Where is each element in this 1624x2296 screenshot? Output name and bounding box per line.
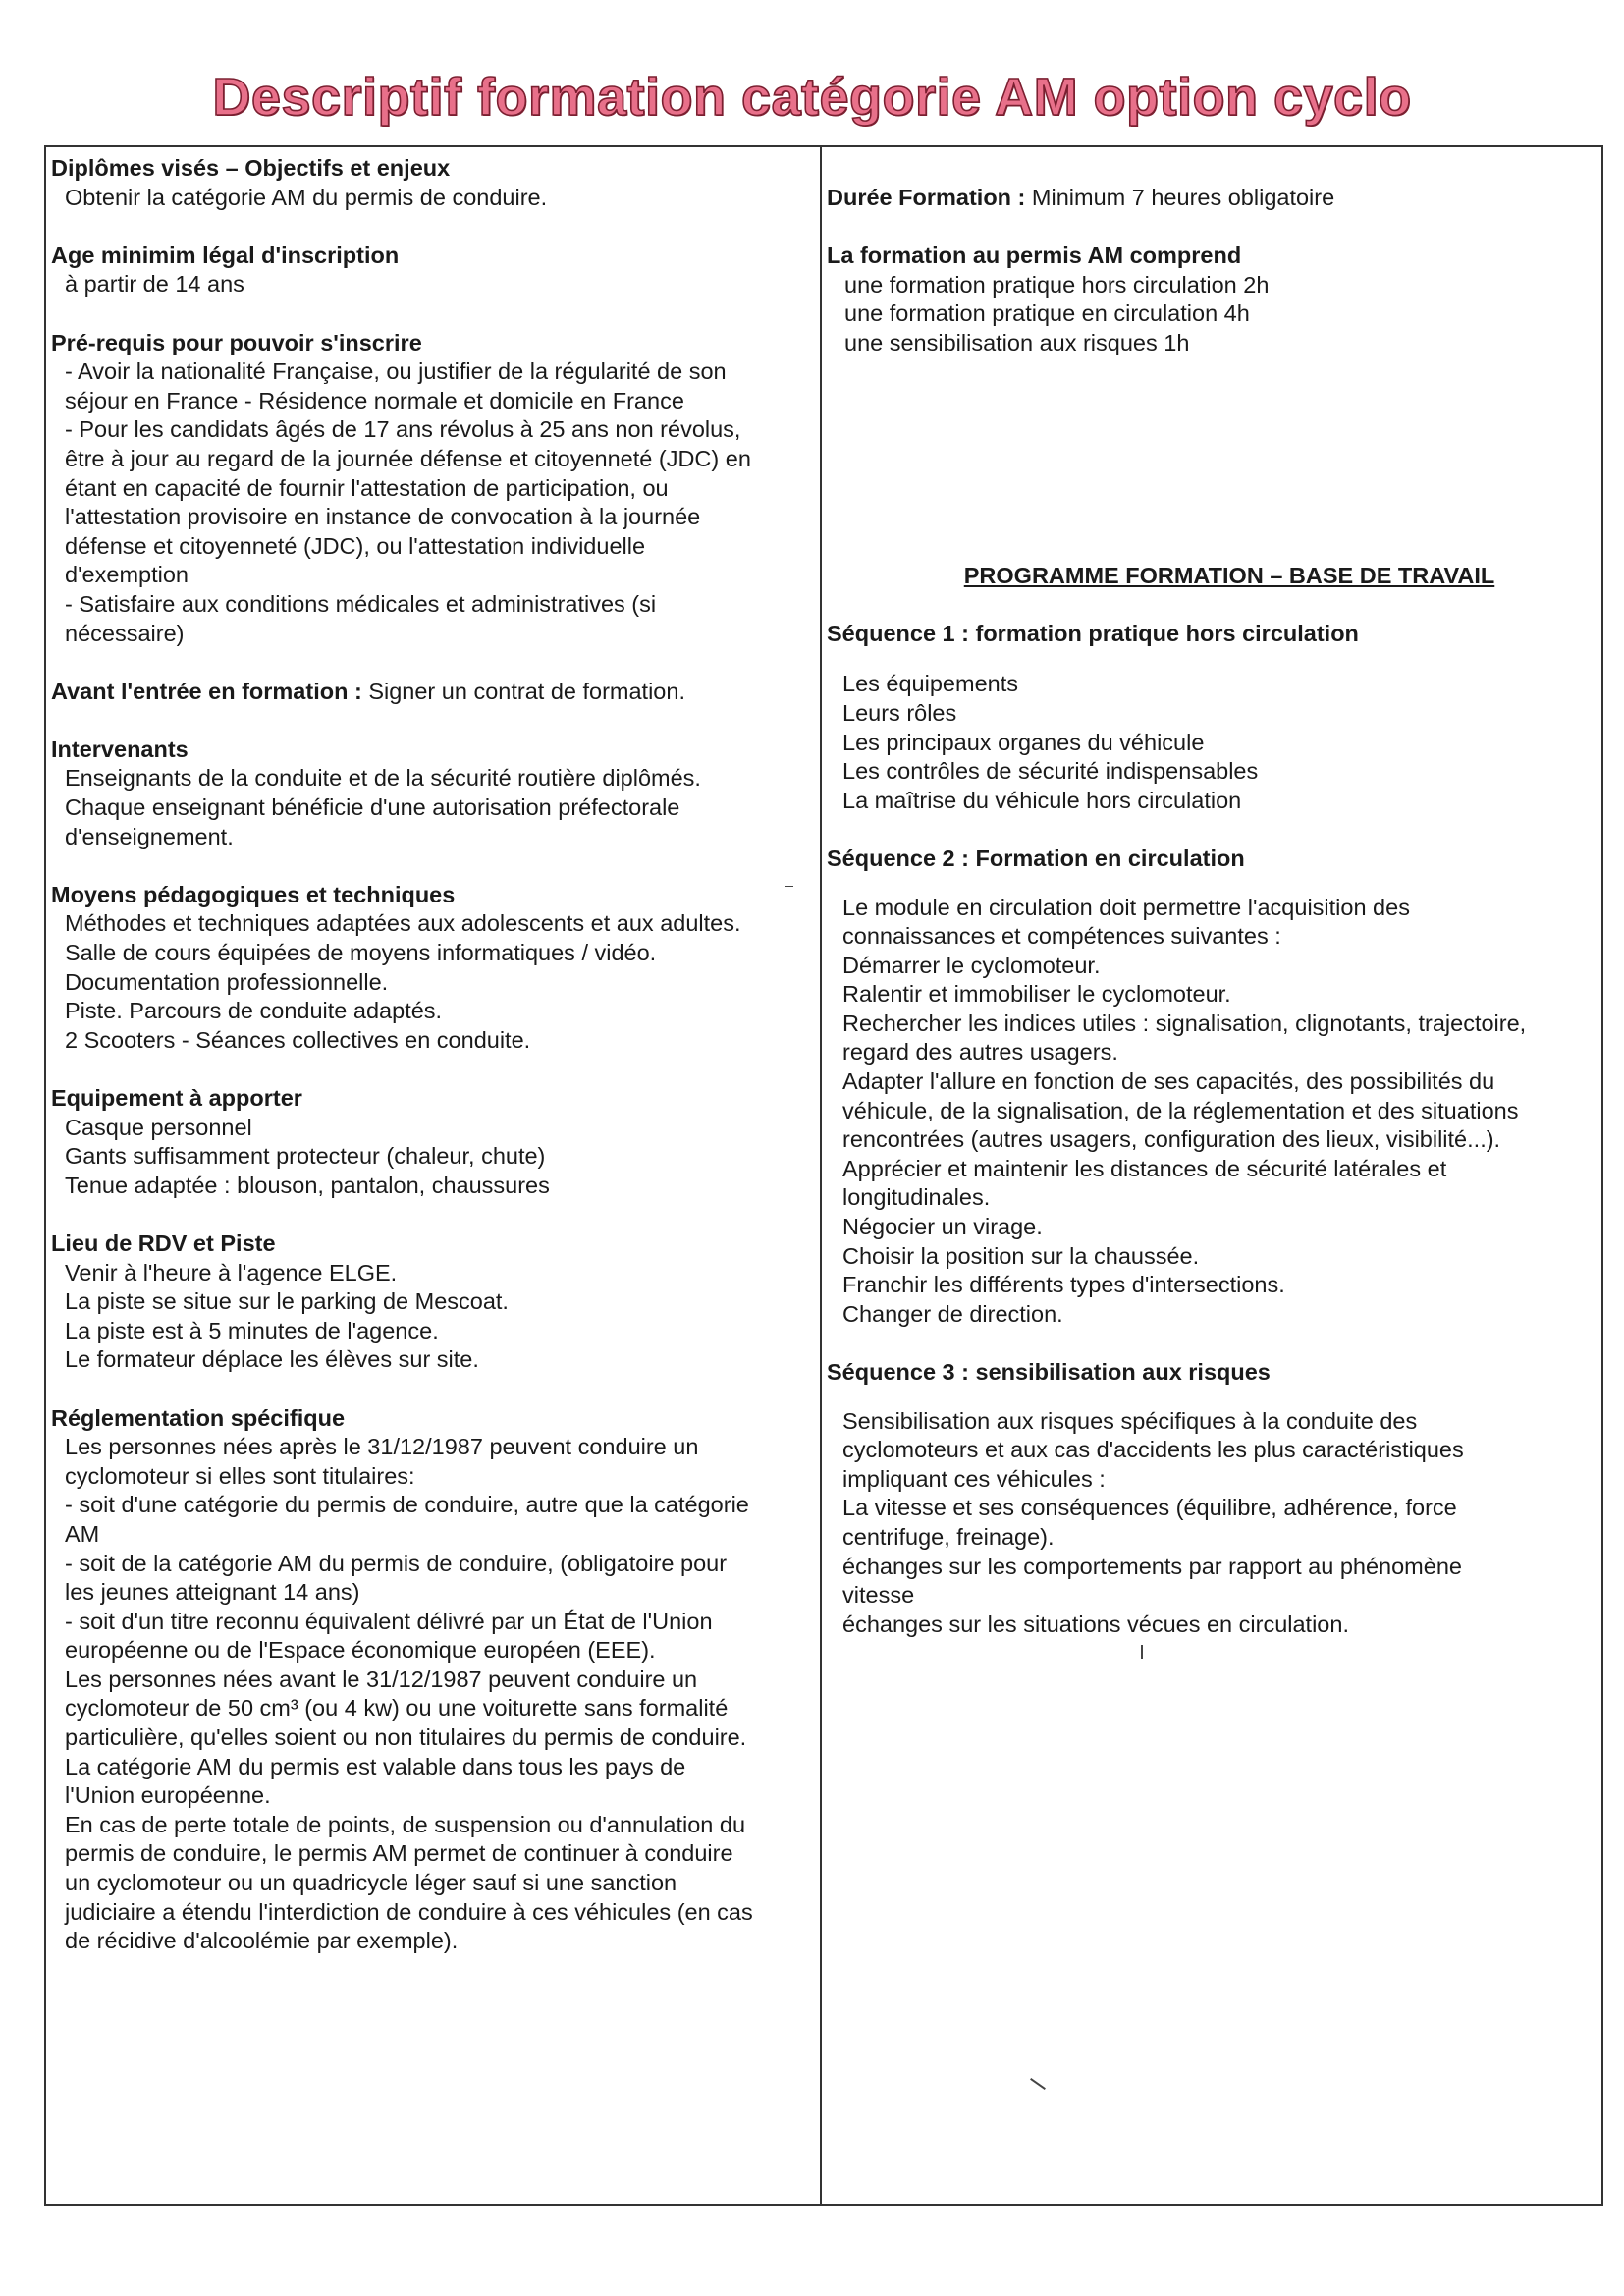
section-duree	[827, 184, 1593, 213]
section-seq1	[827, 620, 1593, 816]
text-line: Les équipements	[842, 671, 1018, 697]
text-line: Négocier un virage.	[842, 1214, 1043, 1240]
text-line: Enseignants de la conduite et de la sécurité routière diplômés.	[65, 765, 701, 792]
section-reglementation	[51, 1404, 817, 1956]
text-line: 2 Scooters - Séances collectives en conduite.	[65, 1026, 531, 1053]
text-line: Les principaux organes du véhicule	[842, 729, 1205, 755]
text-line: Gants suffisamment protecteur (chaleur, chute)	[65, 1143, 546, 1170]
text-line: - Pour les candidats âgés de 17 ans révolus à 25 ans non révolus,	[65, 416, 741, 443]
text-line: rencontrées (autres usagers, configuration des lieux, visibilité...).	[842, 1126, 1501, 1153]
section-prerequis	[51, 329, 817, 649]
text-line: La maîtrise du véhicule hors circulation	[842, 787, 1242, 813]
text-line: La piste est à 5 minutes de l'agence.	[65, 1317, 439, 1343]
duree-label: Durée Formation :	[827, 185, 1026, 210]
text-line: centrifuge, freinage).	[842, 1523, 1055, 1550]
text-line: d'exemption	[65, 562, 189, 588]
avant-formation-line	[51, 678, 817, 707]
section-seq2	[827, 845, 1593, 1330]
text-line: Les personnes nées après le 31/12/1987 peuvent conduire un	[65, 1434, 699, 1460]
text-line: longitudinales.	[842, 1184, 991, 1211]
text-line: Leurs rôles	[842, 699, 957, 726]
text-line: d'enseignement.	[65, 823, 234, 849]
duree-line	[827, 184, 1593, 213]
text-line: l'attestation provisoire en instance de convocation à la journée	[65, 504, 701, 530]
text-line: Les personnes nées avant le 31/12/1987 peuvent conduire un	[65, 1666, 698, 1692]
section-heading: Séquence 1 : formation pratique hors circulation	[827, 620, 1359, 646]
text-line: La piste se situe sur le parking de Mescoat.	[65, 1288, 509, 1315]
text-line: Démarrer le cyclomoteur.	[842, 952, 1101, 978]
section-seq3	[827, 1358, 1593, 1639]
text-line: Salle de cours équipées de moyens informatiques / vidéo.	[65, 940, 657, 966]
text-line: Sensibilisation aux risques spécifiques à la conduite des	[842, 1407, 1418, 1434]
section-body	[51, 357, 817, 648]
section-heading: Intervenants	[51, 736, 189, 762]
text-line: connaissances et compétences suivantes :	[842, 923, 1281, 950]
text-line: impliquant ces véhicules :	[842, 1465, 1106, 1492]
section-body	[827, 894, 1593, 1330]
text-line: vitesse	[842, 1582, 915, 1609]
section-intervenants	[51, 736, 817, 851]
text-line: Apprécier et maintenir les distances de sécurité latérales et	[842, 1155, 1447, 1181]
text-line: de récidive d'alcoolémie par exemple).	[65, 1928, 459, 1954]
section-heading: Lieu de RDV et Piste	[51, 1230, 276, 1256]
text-line: Venir à l'heure à l'agence ELGE.	[65, 1259, 398, 1285]
text-line: Le module en circulation doit permettre l'acquisition des	[842, 894, 1410, 920]
section-heading: Réglementation spécifique	[51, 1404, 346, 1431]
section-heading: Séquence 2 : Formation en circulation	[827, 845, 1245, 871]
text-line: nécessaire)	[65, 620, 185, 646]
text-line: l'Union européenne.	[65, 1782, 271, 1809]
document-title: Descriptif formation catégorie AM option cyclo	[212, 68, 1412, 127]
section-comprend	[827, 242, 1593, 357]
section-diplomes	[51, 154, 817, 212]
text-line: permis de conduire, le permis AM permet de continuer à conduire	[65, 1840, 733, 1867]
section-heading: Séquence 3 : sensibilisation aux risques	[827, 1359, 1271, 1385]
text-line: Chaque enseignant bénéficie d'une autorisation préfectorale	[65, 794, 680, 821]
section-body	[51, 184, 817, 213]
text-line: être à jour au regard de la journée défense et citoyenneté (JDC) en	[65, 445, 751, 471]
section-body	[51, 270, 817, 300]
text-line: Choisir la position sur la chaussée.	[842, 1242, 1200, 1269]
left-column	[51, 154, 817, 1985]
text-line: cyclomoteur de 50 cm³ (ou 4 kw) ou une voiturette sans formalité	[65, 1695, 729, 1722]
text-line: La vitesse et ses conséquences (équilibre, adhérence, force	[842, 1495, 1457, 1521]
text-line: - Satisfaire aux conditions médicales et administratives (si	[65, 590, 657, 617]
section-body	[827, 670, 1593, 815]
text-line: Changer de direction.	[842, 1300, 1063, 1327]
text-line: regard des autres usagers.	[842, 1039, 1118, 1066]
text-line: les jeunes atteignant 14 ans)	[65, 1579, 360, 1606]
text-line: Ralentir et immobiliser le cyclomoteur.	[842, 981, 1231, 1008]
text-line: - Avoir la nationalité Française, ou justifier de la régularité de son	[65, 358, 727, 385]
text-line: Méthodes et techniques adaptées aux adolescents et aux adultes.	[65, 910, 741, 937]
section-heading: Moyens pédagogiques et techniques	[51, 881, 456, 907]
section-body	[51, 764, 817, 851]
column-divider	[820, 145, 822, 2206]
text-line: cyclomoteurs et aux cas d'accidents les plus caractéristiques	[842, 1437, 1464, 1463]
duree-text: Minimum 7 heures obligatoire	[1025, 185, 1335, 210]
text-line: Franchir les différents types d'intersections.	[842, 1272, 1285, 1298]
text-line: Le formateur déplace les élèves sur site.	[65, 1346, 479, 1373]
text-line: - soit d'une catégorie du permis de conduire, autre que la catégorie	[65, 1492, 749, 1518]
section-equipement	[51, 1084, 817, 1200]
text-line: séjour en France - Résidence normale et domicile en France	[65, 387, 684, 413]
right-column	[827, 184, 1593, 1668]
section-heading: Pré-requis pour pouvoir s'inscrire	[51, 329, 422, 355]
text-line: Adapter l'allure en fonction de ses capacités, des possibilités du	[842, 1068, 1495, 1095]
programme-heading-wrap	[827, 562, 1593, 591]
section-body	[827, 1407, 1593, 1640]
section-heading: Age minimim légal d'inscription	[51, 242, 400, 268]
text-line: une formation pratique en circulation 4h	[844, 301, 1250, 327]
text-line: cyclomoteur si elles sont titulaires:	[65, 1462, 415, 1489]
text-line: Piste. Parcours de conduite adaptés.	[65, 998, 443, 1024]
section-lieu	[51, 1230, 817, 1375]
section-body	[51, 1433, 817, 1956]
text-line: - soit de la catégorie AM du permis de conduire, (obligatoire pour	[65, 1550, 728, 1576]
section-age	[51, 242, 817, 300]
avant-formation-label: Avant l'entrée en formation :	[51, 678, 362, 704]
text-line: - soit d'un titre reconnu équivalent délivré par un État de l'Union	[65, 1608, 713, 1634]
text-line: Rechercher les indices utiles : signalisation, clignotants, trajectoire,	[842, 1010, 1527, 1036]
text-line: judiciaire a étendu l'interdiction de conduire à ces véhicules (en cas	[65, 1898, 753, 1925]
text-line: Tenue adaptée : blouson, pantalon, chaussures	[65, 1172, 550, 1198]
text-line: Obtenir la catégorie AM du permis de conduire.	[65, 184, 548, 210]
section-heading: Diplômes visés – Objectifs et enjeux	[51, 155, 451, 181]
text-line: à partir de 14 ans	[65, 271, 244, 298]
avant-formation-text: Signer un contrat de formation.	[361, 678, 685, 704]
text-line: échanges sur les comportements par rapport au phénomène	[842, 1553, 1462, 1579]
text-line: véhicule, de la signalisation, de la réglementation et des situations	[842, 1097, 1519, 1123]
section-heading: Equipement à apporter	[51, 1085, 302, 1111]
text-line: Les contrôles de sécurité indispensables	[842, 758, 1259, 785]
text-line: En cas de perte totale de points, de suspension ou d'annulation du	[65, 1811, 746, 1837]
section-heading: La formation au permis AM comprend	[827, 243, 1242, 269]
text-line: une sensibilisation aux risques 1h	[844, 329, 1190, 355]
text-line: un cyclomoteur ou un quadricycle léger sauf si une sanction	[65, 1870, 677, 1896]
section-body	[51, 1114, 817, 1201]
text-line: particulière, qu'elles soient ou non titulaires du permis de conduire.	[65, 1724, 747, 1751]
text-line: défense et citoyenneté (JDC), ou l'attestation individuelle	[65, 532, 646, 559]
text-line: européenne ou de l'Espace économique européen (EEE).	[65, 1637, 656, 1664]
programme-heading: PROGRAMME FORMATION – BASE DE TRAVAIL	[963, 562, 1495, 588]
scan-speck	[785, 886, 793, 887]
text-line: AM	[65, 1520, 100, 1547]
text-line: Documentation professionnelle.	[65, 968, 389, 995]
section-body	[51, 1259, 817, 1375]
section-avant-formation	[51, 678, 817, 707]
text-line: une formation pratique hors circulation 2h	[844, 271, 1270, 298]
scan-speck	[1141, 1645, 1143, 1659]
section-moyens	[51, 881, 817, 1056]
text-line: étant en capacité de fournir l'attestation de participation, ou	[65, 474, 669, 501]
text-line: échanges sur les situations vécues en circulation.	[842, 1611, 1349, 1637]
text-line: La catégorie AM du permis est valable dans tous les pays de	[65, 1753, 686, 1779]
section-body	[51, 909, 817, 1055]
text-line: Casque personnel	[65, 1114, 252, 1140]
section-body	[827, 271, 1593, 358]
